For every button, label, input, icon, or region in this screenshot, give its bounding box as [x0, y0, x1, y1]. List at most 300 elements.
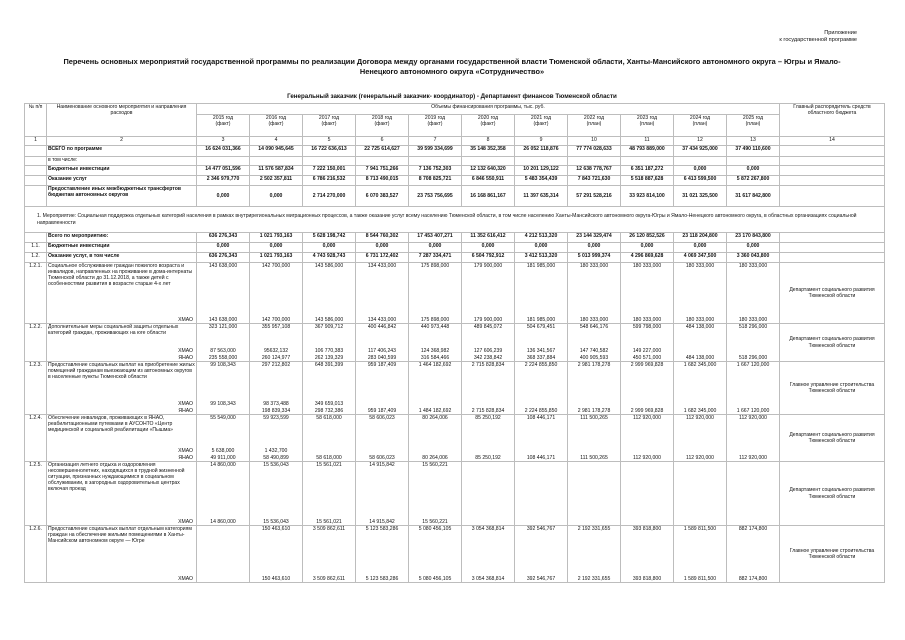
value-cell: 1 021 793,163: [250, 253, 303, 263]
row-num: [25, 176, 47, 186]
year-kind: (факт): [374, 121, 390, 128]
value-total: 14 915,842: [369, 462, 395, 468]
value-cell: [197, 362, 250, 415]
value-block: [728, 462, 778, 525]
value-total: 180 333,000: [579, 263, 609, 269]
spacer: [622, 532, 672, 575]
spacer: [251, 269, 301, 316]
value-cell: [250, 324, 303, 362]
value-cell: 636 276,343: [197, 253, 250, 263]
region-value: [675, 348, 725, 354]
value-block: [251, 324, 301, 361]
value-cell: 31 617 842,800: [727, 186, 780, 207]
value-cell: [462, 362, 515, 415]
value-block: [463, 263, 513, 323]
region-value: 106 770,383: [314, 347, 344, 354]
spacer: [357, 269, 407, 316]
row-label: Оказание услуг: [47, 176, 197, 186]
item-num: 1.2.6.: [25, 526, 47, 583]
value-cell: 6 351 187,272: [621, 166, 674, 176]
grbs-cell: [780, 176, 885, 186]
services-row: [25, 176, 885, 186]
value-total: 58 606,023: [369, 415, 395, 421]
grbs-cell: [780, 243, 885, 253]
year-label: 2025 год: [742, 115, 764, 121]
value-cell: 11 576 587,834: [250, 166, 303, 176]
value-cell: [462, 526, 515, 583]
spacer: [48, 492, 195, 517]
spacer: [622, 421, 672, 447]
including-row: [25, 157, 885, 166]
value-block: [569, 263, 619, 323]
spacer: [569, 269, 619, 316]
spacer: [198, 468, 248, 518]
region-value: 58 618,000: [316, 454, 342, 461]
value-cell: [621, 362, 674, 415]
value-cell: 4 069 347,500: [674, 253, 727, 263]
value-cell: [674, 263, 727, 324]
value-cell: [197, 526, 250, 583]
header-year-5: [409, 115, 462, 137]
item-num: 1.2.1.: [25, 263, 47, 324]
header-volumes: Объемы финансирования программы, тыс. руб.: [197, 104, 780, 115]
region-value: 3 054 368,814: [471, 575, 505, 582]
value-total: 2 224 855,850: [524, 362, 558, 368]
region-value: [569, 401, 619, 407]
value-block: [622, 415, 672, 461]
value-block: [410, 526, 460, 582]
column-number: 7: [409, 137, 462, 146]
value-cell: 0,000: [674, 166, 727, 176]
spacer: [410, 368, 460, 400]
value-cell: 0,000: [462, 243, 515, 253]
year-kind: (план): [745, 121, 761, 128]
value-cell: 37 490 110,600: [727, 146, 780, 157]
column-number: 1: [25, 137, 47, 146]
column-number: 14: [780, 137, 885, 146]
grbs-cell: [780, 146, 885, 157]
region-value: 2 981 178,278: [577, 407, 611, 414]
value-cell: [250, 526, 303, 583]
document-title: [20, 57, 884, 76]
spacer: [675, 421, 725, 447]
spacer: [48, 336, 195, 347]
value-total: 2 715 828,834: [471, 362, 505, 368]
item-desc-text: Предоставление социальных выплат отдельным категориям граждан на обеспечение жилыми помещениями в Ханты-Мансийском автономном округе — Югре: [48, 526, 192, 545]
value-total: 180 333,000: [685, 263, 715, 269]
region-value: 2 715 828,834: [471, 407, 505, 414]
value-block: [357, 462, 407, 525]
value-cell: 2 346 979,770: [197, 176, 250, 186]
value-cell: 23 170 843,800: [727, 233, 780, 243]
grbs-cell: [780, 166, 885, 176]
region-value: 14 860,000: [210, 518, 236, 525]
year-label: 2017 год: [318, 115, 340, 121]
spacer: [410, 269, 460, 316]
region-value: 108 446,171: [526, 454, 556, 461]
value-total: 112 920,000: [686, 415, 714, 421]
value-total: 5 080 456,105: [418, 526, 452, 532]
value-block: [251, 362, 301, 414]
value-total: 959 187,409: [367, 362, 397, 368]
spacer: [410, 330, 460, 347]
value-block: [251, 526, 301, 582]
spacer: [357, 330, 407, 347]
region-value: 143 638,000: [208, 316, 238, 323]
spacer: [728, 368, 778, 400]
value-cell: [621, 462, 674, 526]
value-block: [569, 462, 619, 525]
value-block: [463, 526, 513, 582]
spacer: [410, 532, 460, 575]
value-block: [251, 263, 301, 323]
row-label: Бюджетные инвестиции: [47, 166, 197, 176]
value-total: 55 549,000: [210, 415, 236, 421]
spacer: [728, 532, 778, 575]
region-value: 882 174,800: [738, 575, 768, 582]
column-number: 12: [674, 137, 727, 146]
header-year-7: [515, 115, 568, 137]
spacer: [198, 368, 248, 400]
value-total: 80 264,006: [422, 415, 448, 421]
grbs-cell: Департамент социального развития Тюменской области: [780, 324, 885, 362]
value-cell: [303, 415, 356, 462]
region-value: [516, 401, 566, 407]
value-cell: [674, 415, 727, 462]
spacer: [463, 532, 513, 575]
region-value: [622, 519, 672, 525]
column-number: 6: [356, 137, 409, 146]
region-value: 484 138,000: [685, 354, 715, 361]
value-total: 367 909,712: [314, 324, 344, 330]
region-value: 58 490,899: [263, 454, 289, 461]
measure-investments-row: [25, 243, 885, 253]
spacer: [251, 330, 301, 347]
value-block: [728, 362, 778, 414]
value-block: [728, 324, 778, 361]
region-value: [728, 348, 778, 354]
value-total: 143 586,000: [314, 263, 344, 269]
region-value: 1 589 811,500: [683, 575, 717, 582]
year-kind: (план): [586, 121, 602, 128]
value-cell: [197, 324, 250, 362]
grbs-cell: Департамент социального развития Тюменской области: [780, 415, 885, 462]
value-cell: [621, 157, 674, 166]
spacer: [622, 269, 672, 316]
value-cell: 5 483 354,439: [515, 176, 568, 186]
region-value: 298 732,386: [314, 407, 344, 414]
value-block: [304, 324, 354, 361]
region-value: 112 920,000: [739, 454, 767, 461]
region-value: 5 080 456,105: [418, 575, 452, 582]
region-value: 5 123 583,286: [365, 575, 399, 582]
value-block: [463, 415, 513, 461]
region-value: 99 108,343: [210, 400, 236, 407]
region-value: 392 546,767: [526, 575, 556, 582]
item-description-block: [48, 362, 195, 414]
value-block: [463, 324, 513, 361]
item-description-block: [48, 526, 195, 582]
spacer: [516, 462, 566, 518]
measure-services-row: [25, 253, 885, 263]
value-cell: 0,000: [356, 243, 409, 253]
value-cell: 0,000: [515, 243, 568, 253]
spacer: [48, 380, 195, 400]
region-value: 342 238,842: [473, 354, 503, 361]
region-label: ХМАО: [178, 316, 193, 323]
spacer: [463, 330, 513, 347]
value-block: [463, 462, 513, 525]
value-cell: [303, 362, 356, 415]
region-value: 260 124,977: [261, 354, 291, 361]
value-block: [198, 415, 248, 461]
region-value: 2 192 331,655: [577, 575, 611, 582]
region-value: 149 227,000: [632, 347, 662, 354]
value-cell: [674, 324, 727, 362]
value-total: 150 463,610: [261, 526, 291, 532]
region-value: 393 818,800: [632, 575, 662, 582]
value-block: [410, 362, 460, 414]
row-label: Бюджетные инвестиции: [47, 243, 197, 253]
value-cell: 14 477 051,596: [197, 166, 250, 176]
spacer: [516, 330, 566, 347]
region-value: 235 558,000: [208, 354, 238, 361]
spacer: [569, 368, 619, 400]
value-cell: 26 120 852,526: [621, 233, 674, 243]
value-block: [198, 462, 248, 525]
item-description: [47, 324, 197, 362]
value-cell: 0,000: [674, 243, 727, 253]
region-value: [463, 401, 513, 407]
value-total: 143 638,000: [208, 263, 238, 269]
value-block: [304, 526, 354, 582]
spacer: [304, 330, 354, 347]
region-value: 1 667 120,000: [736, 407, 770, 414]
region-value: 1 682 345,000: [683, 407, 717, 414]
year-label: 2023 год: [636, 115, 658, 121]
value-block: [622, 263, 672, 323]
value-total: 180 333,000: [738, 263, 768, 269]
value-cell: [727, 157, 780, 166]
value-block: [622, 462, 672, 525]
spacer: [410, 468, 460, 518]
measure-total-row: [25, 233, 885, 243]
value-cell: [674, 462, 727, 526]
region-value: 117 406,243: [368, 347, 396, 354]
spacer: [622, 462, 672, 518]
value-cell: 12 132 640,320: [462, 166, 515, 176]
region-value: 112 920,000: [633, 454, 661, 461]
item-row-3: [25, 362, 885, 415]
region-value: 283 040,599: [367, 354, 397, 361]
value-cell: 11 397 635,314: [515, 186, 568, 207]
value-cell: [727, 263, 780, 324]
value-cell: 0,000: [621, 243, 674, 253]
value-total: 134 433,000: [367, 263, 397, 269]
value-cell: 57 291 528,216: [568, 186, 621, 207]
value-cell: 4 212 513,320: [515, 233, 568, 243]
value-cell: 7 287 334,471: [409, 253, 462, 263]
header-year-9: [621, 115, 674, 137]
item-description-block: [48, 462, 195, 525]
item-description-block: [48, 324, 195, 361]
value-block: [251, 415, 301, 461]
spacer: [48, 287, 195, 316]
row-label: в том числе:: [47, 157, 197, 166]
header-year-2: [250, 115, 303, 137]
value-cell: [356, 157, 409, 166]
value-cell: [303, 157, 356, 166]
value-total: 400 446,842: [367, 324, 397, 330]
value-total: 323 121,000: [208, 324, 238, 330]
column-number: 5: [303, 137, 356, 146]
region-value: 150 463,610: [261, 575, 291, 582]
value-cell: 23 144 329,474: [568, 233, 621, 243]
year-kind: (факт): [427, 121, 443, 128]
spacer: [198, 526, 248, 575]
value-block: [516, 324, 566, 361]
column-number: 9: [515, 137, 568, 146]
value-total: 112 920,000: [739, 415, 767, 421]
region-value: 58 606,023: [369, 454, 395, 461]
value-cell: [727, 462, 780, 526]
region-value: 1 432,700: [264, 447, 288, 454]
value-cell: [197, 157, 250, 166]
appendix-line-1: Приложение: [824, 30, 857, 36]
value-cell: 6 070 383,527: [356, 186, 409, 207]
appendix-note: [697, 30, 857, 44]
item-row-2: [25, 324, 885, 362]
value-total: 2 981 178,278: [577, 362, 611, 368]
value-total: 111 500,265: [580, 415, 608, 421]
value-cell: [197, 263, 250, 324]
region-value: 136 341,567: [526, 347, 556, 354]
region-value: 450 571,000: [632, 354, 662, 361]
header-name: Наименование основного мероприятия и направления расходов: [47, 104, 197, 137]
value-total: 181 985,000: [526, 263, 556, 269]
value-block: [516, 526, 566, 582]
region-value: [675, 519, 725, 525]
item-row-1: [25, 263, 885, 324]
value-cell: [568, 462, 621, 526]
region-value: 112 920,000: [686, 454, 714, 461]
region-value: [675, 448, 725, 454]
spacer: [569, 532, 619, 575]
spacer: [251, 532, 301, 575]
value-cell: [568, 362, 621, 415]
year-kind: (факт): [533, 121, 549, 128]
transfers-row: [25, 186, 885, 207]
value-cell: [674, 157, 727, 166]
value-block: [675, 462, 725, 525]
region-value: [198, 576, 248, 582]
region-value: 143 586,000: [314, 316, 344, 323]
region-value: 400 905,593: [579, 354, 609, 361]
value-cell: [621, 324, 674, 362]
value-block: [675, 324, 725, 361]
value-total: 489 845,072: [473, 324, 503, 330]
value-total: 59 923,599: [263, 415, 289, 421]
value-total: 175 898,000: [420, 263, 450, 269]
value-cell: [515, 157, 568, 166]
item-row-5: [25, 462, 885, 526]
spacer: [48, 433, 195, 447]
financing-table: [24, 103, 885, 583]
value-total: 1 464 182,692: [418, 362, 452, 368]
region-value: 87 563,000: [210, 347, 236, 354]
header-year-3: [303, 115, 356, 137]
spacer: [516, 421, 566, 447]
region-value: [622, 401, 672, 407]
year-label: 2015 год: [212, 115, 234, 121]
value-total: 15 561,021: [316, 462, 342, 468]
value-cell: [250, 462, 303, 526]
row-label: Оказание услуг, в том числе: [47, 253, 197, 263]
region-value: 180 333,000: [632, 316, 662, 323]
value-total: 484 138,000: [685, 324, 715, 330]
value-cell: [621, 526, 674, 583]
value-cell: 77 774 028,633: [568, 146, 621, 157]
grbs-cell: [780, 157, 885, 166]
row-num: 1.2.: [25, 253, 47, 263]
region-value: 180 333,000: [579, 316, 609, 323]
value-block: [622, 526, 672, 582]
region-label: ЯНАО: [178, 354, 193, 361]
column-number: 3: [197, 137, 250, 146]
value-cell: 10 201 129,122: [515, 166, 568, 176]
value-cell: [409, 462, 462, 526]
value-block: [304, 362, 354, 414]
region-value: 142 700,000: [261, 316, 291, 323]
value-cell: 6 731 172,402: [356, 253, 409, 263]
value-cell: 2 714 270,000: [303, 186, 356, 207]
value-cell: 5 013 999,374: [568, 253, 621, 263]
value-block: [357, 324, 407, 361]
region-label: ХМАО: [178, 447, 193, 454]
value-cell: [515, 526, 568, 583]
region-value: [569, 519, 619, 525]
region-value: [357, 448, 407, 454]
value-cell: 39 599 334,699: [409, 146, 462, 157]
value-cell: 5 518 887,628: [621, 176, 674, 186]
value-cell: 7 941 751,266: [356, 166, 409, 176]
value-cell: [250, 415, 303, 462]
value-block: [516, 462, 566, 525]
item-desc-text: Дополнительные меры социальной защиты отдельных категорий граждан, проживающих на юге области: [48, 324, 179, 337]
value-total: 14 860,000: [210, 462, 236, 468]
grbs-cell: [780, 186, 885, 207]
header-year-8: [568, 115, 621, 137]
value-cell: [515, 415, 568, 462]
value-total: 504 679,451: [526, 324, 556, 330]
spacer: [463, 269, 513, 316]
item-description: [47, 526, 197, 583]
value-block: [463, 362, 513, 414]
region-value: 98 373,488: [263, 400, 289, 407]
value-cell: [515, 462, 568, 526]
value-cell: 6 786 216,532: [303, 176, 356, 186]
year-kind: (факт): [321, 121, 337, 128]
value-block: [516, 263, 566, 323]
value-block: [304, 415, 354, 461]
measure-row: [25, 207, 885, 233]
value-block: [569, 362, 619, 414]
value-block: [410, 462, 460, 525]
value-cell: 16 168 861,167: [462, 186, 515, 207]
value-total: 548 646,176: [579, 324, 609, 330]
spacer: [463, 421, 513, 447]
value-cell: 4 743 928,743: [303, 253, 356, 263]
